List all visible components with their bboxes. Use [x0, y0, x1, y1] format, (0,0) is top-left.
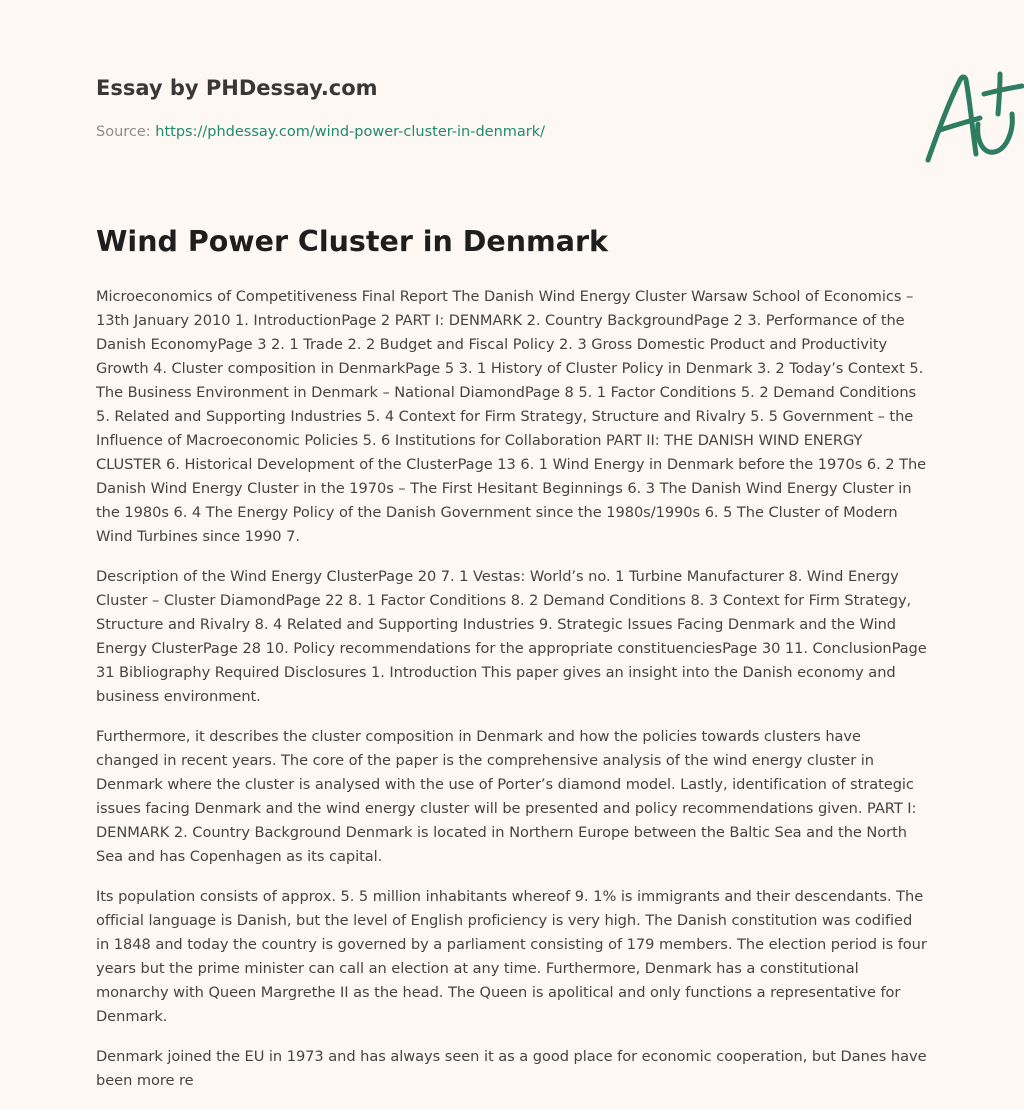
source-label: Source:	[96, 124, 151, 140]
paragraph: Furthermore, it describes the cluster composition in Denmark and how the policies towards clusters have changed in recent years. The core of the paper is the comprehensive analysis of the wind energy cluster in Denmark where the cluster is analysed with the use of Porter’s diamond model. Lastly, identification of strategic issues facing Denmark and the wind energy cluster will be presented and policy recommendations given. PART I: DENMARK 2. Country Background Denmark is located in Northern Europe between the Baltic Sea and the North Sea and has Copenhagen as its capital.	[96, 728, 917, 865]
site-brand: Essay by PHDessay.com	[96, 76, 378, 100]
paragraph: Its population consists of approx. 5. 5 million inhabitants whereof 9. 1% is immigrants and their descendants. The official language is Danish, but the level of English proficiency is very high. The Danish constitution was codified in 1848 and today the country is governed by a parliament consisting of 179 members. The election period is four years but the prime minister can call an election at any time. Furthermore, Denmark has a constitutional monarchy with Queen Margrethe II as the head. The Queen is apolitical and only functions a representative for Denmark.	[96, 888, 927, 1025]
paragraph: Description of the Wind Energy ClusterPage 20 7. 1 Vestas: World’s no. 1 Turbine Manufacturer 8. Wind Energy Cluster – Cluster DiamondPage 22 8. 1 Factor Conditions 8. 2 Demand Conditions 8. 3 Context for Firm Strategy, Structure and Rivalry 8. 4 Related and Supporting Industries 9. Strategic Issues Facing Denmark and the Wind Energy ClusterPage 28 10. Policy recommendations for the appropriate constituenciesPage 30 11. ConclusionPage 31 Bibliography Required Disclosures 1. Introduction This paper gives an insight into the Danish economy and business environment.	[96, 568, 927, 705]
paragraph: Denmark joined the EU in 1973 and has always seen it as a good place for economic cooperation, but Danes have been more re	[96, 1048, 927, 1089]
essay-body	[96, 285, 928, 1109]
paragraph: Microeconomics of Competitiveness Final Report The Danish Wind Energy Cluster Warsaw School of Economics – 13th January 2010 1. IntroductionPage 2 PART I: DENMARK 2. Country BackgroundPage 2 3. Performance of the Danish EconomyPage 3 2. 1 Trade 2. 2 Budget and Fiscal Policy 2. 3 Gross Domestic Product and Productivity Growth 4. Cluster composition in DenmarkPage 5 3. 1 History of Cluster Policy in Denmark 3. 2 Today’s Context 5. The Business Environment in Denmark – National DiamondPage 8 5. 1 Factor Conditions 5. 2 Demand Conditions 5. Related and Supporting Industries 5. 4 Context for Firm Strategy, Structure and Rivalry 5. 5 Government – the Influence of Macroeconomic Policies 5. 6 Institutions for Collaboration PART II: THE DANISH WIND ENERGY CLUSTER 6. Historical Development of the ClusterPage 13 6. 1 Wind Energy in Denmark before the 1970s 6. 2 The Danish Wind Energy Cluster in the 1970s – The First Hesitant Beginnings 6. 3 The Danish Wind Energy Cluster in the 1980s 6. 4 The Energy Policy of the Danish Government since the 1980s/1990s 6. 5 The Cluster of Modern Wind Turbines since 1990 7.	[96, 288, 927, 545]
source-link[interactable]: https://phdessay.com/wind-power-cluster-in-denmark/	[155, 124, 546, 140]
a-plus-logo	[914, 66, 1024, 166]
source-line	[96, 124, 545, 140]
essay-title: Wind Power Cluster in Denmark	[96, 225, 608, 258]
